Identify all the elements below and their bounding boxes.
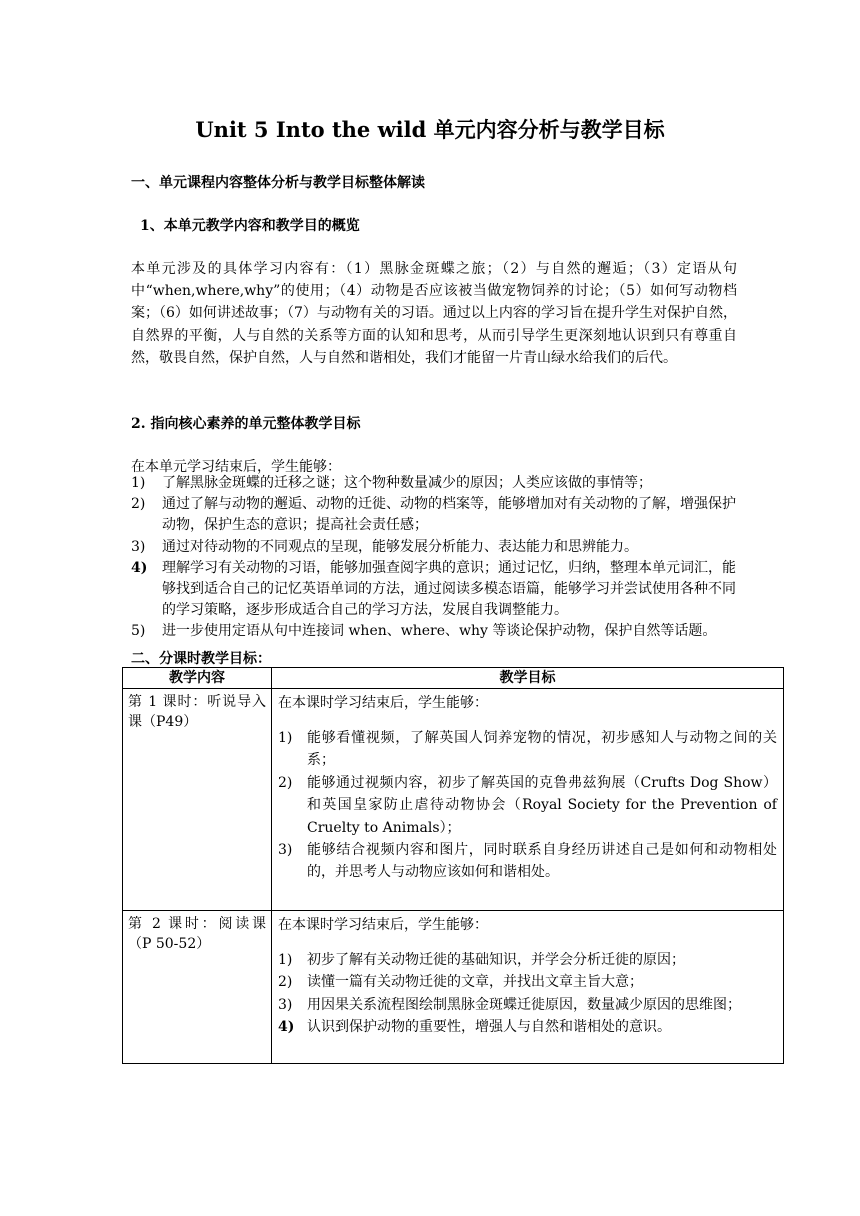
item-number: 2) [278,974,293,991]
list-item [278,772,777,839]
item-number: 1) [278,730,293,746]
item-text: 用因果关系流程图绘制黑脉金斑蝶迁徙原因，数量减少原因的思维图； [307,996,741,1013]
item-text: 能够通过视频内容，初步了解英国的克鲁弗兹狗展（Crufts Dog Show）和英国皇家防止虐待动物协会（Royal Society for the Prevention of Cruelty to Animals）； [307,774,777,836]
goal-text: 通过对待动物的不同观点的呈现，能够发展分析能力、表达能力和思辨能力。 [162,538,638,555]
item-text: 初步了解有关动物迁徙的基础知识，并学会分析迁徙的原因； [307,952,685,968]
item-text: 能够看懂视频，了解英国人饲养宠物的情况，初步感知人与动物之间的关系； [307,730,777,769]
goal-number: 4) [131,559,148,576]
item-text: 读懂一篇有关动物迁徙的文章，并找出文章主旨大意； [307,974,643,991]
goal-lead: 在本课时学习结束后，学生能够： [278,695,488,711]
goal-text: 了解黑脉金斑蝶的迁移之谜；这个物种数量减少的原因；人类应该做的事情等； [162,475,652,491]
goal-text: 理解学习有关动物的习语，能够加强查阅字典的意识；通过记忆，归纳，整理本单元词汇，能够找到适合自己的记忆英语单词的方法，通过阅读多模态语篇，能够学习并尝试使用各种不同的学习策略，逐步形成适合自己的学习方法，发展自我调整能力。 [162,559,736,619]
goal-lead: 在本课时学习结束后，学生能够： [278,917,488,933]
goal-item [131,558,737,622]
list-item [278,839,777,884]
item-number: 2) [278,774,293,791]
sub2-heading: 2. 指向核心素养的单元整体教学目标 [131,416,361,432]
goal-item [131,473,737,494]
overview-paragraph: 本单元涉及的具体学习内容有：（1）黑脉金斑蝶之旅；（2）与自然的邂逅；（3）定语从句中“when,where,why”的使用；（4）动物是否应该被当做宠物饲养的讨论；（5）如何写动物档案；（6）如何讲述故事；（7）与动物有关的习语。通过以上内容的学习旨在提升学生对保护自然，自然界的平衡，人与自然的关系等方面的认知和思考，从而引导学生更深刻地认识到只有尊重自然，敬畏自然，保护自然，人与自然和谐相处，我们才能留一片青山绿水给我们的后代。 [131,261,737,366]
lesson-cell: 第 2 课时：阅读课（P 50-52） [123,911,272,1064]
goal-cell [272,689,784,911]
item-text: 能够结合视频内容和图片，同时联系自身经历讲述自己是如何和动物相处的，并思考人与动物应该如何和谐相处。 [307,842,777,881]
sub1-heading: 1、本单元教学内容和教学目的概览 [140,218,360,234]
goal-list [278,727,777,884]
goal-text: 进一步使用定语从句中连接词 when、where、why 等谈论保护动物，保护自然等话题。 [162,623,717,640]
goal-number: 2) [131,496,146,513]
goal-number: 5) [131,623,146,640]
goal-item [131,537,737,558]
goal-cell [272,911,784,1064]
goal-number: 3) [131,538,146,555]
item-number: 1) [278,952,293,968]
goal-number: 1) [131,475,146,491]
goals-intro: 在本单元学习结束后，学生能够： [131,459,341,475]
goal-item [131,494,737,536]
section2-heading: 二、分课时教学目标： [131,651,271,667]
table-row [123,911,784,1064]
table-row [123,689,784,911]
lesson-cell: 第 1 课时：听说导入课（P49） [123,689,272,911]
section1-heading: 一、单元课程内容整体分析与教学目标整体解读 [131,175,425,191]
unit-goals-list [131,473,737,643]
column-header-content: 教学内容 [123,668,272,689]
item-number: 4) [278,1019,295,1036]
table-header-row [123,668,784,689]
list-item [278,949,777,971]
list-item [278,994,777,1016]
goal-text: 通过了解与动物的邂逅、动物的迁徙、动物的档案等，能够增加对有关动物的了解，增强保护动物，保护生态的意识；提高社会责任感； [162,496,736,534]
list-item [278,1016,777,1038]
column-header-goals: 教学目标 [272,668,784,689]
item-number: 3) [278,842,293,859]
item-text: 认识到保护动物的重要性，增强人与自然和谐相处的意识。 [307,1019,671,1036]
list-item [278,971,777,993]
lesson-plan-table [122,667,784,1064]
list-item [278,727,777,772]
page-title: Unit 5 Into the wild 单元内容分析与教学目标 [195,117,665,142]
goal-item [131,621,737,642]
goal-list [278,949,777,1039]
item-number: 3) [278,996,293,1013]
